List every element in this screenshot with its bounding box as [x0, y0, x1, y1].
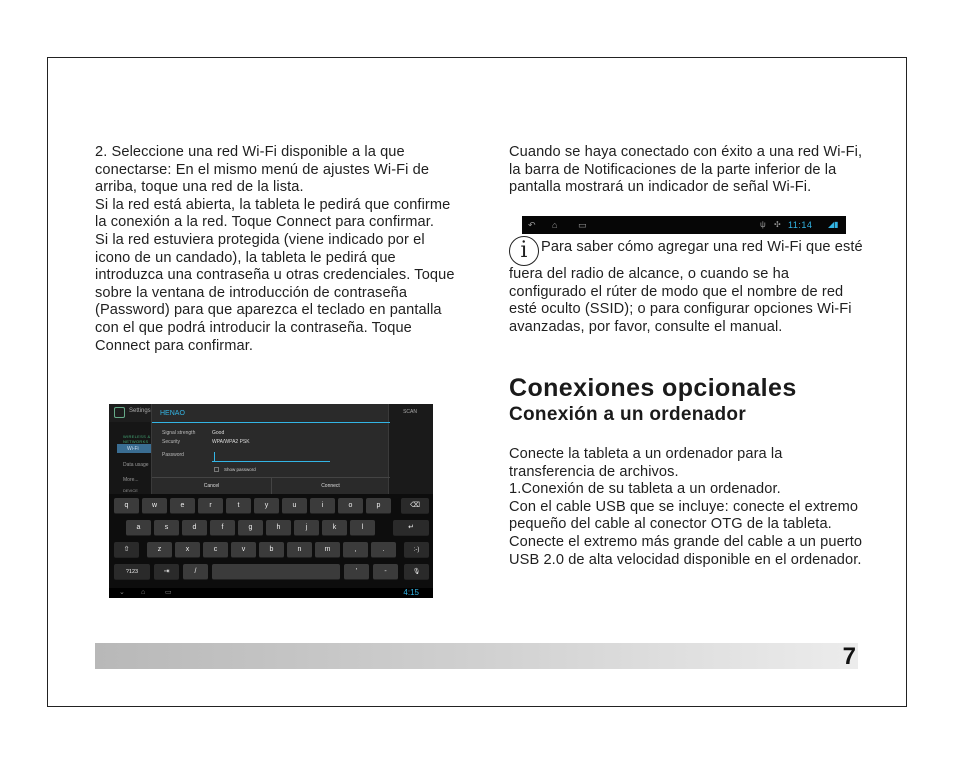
key-r[interactable]: r [198, 498, 223, 514]
tablet-right-panel [389, 404, 433, 494]
key-q[interactable]: q [114, 498, 139, 514]
password-caret [214, 452, 215, 461]
tablet-sidebar [109, 422, 151, 494]
key-y[interactable]: y [254, 498, 279, 514]
enter-key[interactable]: ↵ [393, 520, 429, 536]
security-value: WPA/WPA2 PSK [212, 439, 250, 445]
password-input[interactable] [212, 461, 330, 462]
key-g[interactable]: g [238, 520, 263, 536]
apostrophe-key[interactable]: ' [344, 564, 369, 580]
notification-status-bar [522, 216, 846, 234]
key-v[interactable]: v [231, 542, 256, 558]
info-note-text: Para saber cómo agregar una red Wi-Fi que esté fuera del radio de alcance, o cuando se ha configurado el rúter de modo que el nombre de red esté oculto (SSID); o para configurar opciones Wi-Fi avanzadas, por favor, consulte el manual. [509, 239, 863, 335]
wifi-signal-icon: ◢▮ [828, 220, 839, 229]
dialog-title: HENAO [160, 410, 185, 417]
key-u[interactable]: u [282, 498, 307, 514]
on-screen-keyboard [109, 494, 433, 588]
dialog-button-bar [152, 477, 390, 494]
key-z[interactable]: z [147, 542, 172, 558]
tablet-clock: 4:15 [403, 588, 419, 597]
tab-key[interactable]: ⇥ [154, 564, 179, 580]
sidebar-item-more[interactable]: More... [123, 477, 139, 483]
slash-key[interactable]: / [183, 564, 208, 580]
sidebar-item-data-usage[interactable]: Data usage [123, 462, 149, 468]
right-column [509, 144, 869, 197]
symbols-key[interactable]: ?123 [114, 564, 150, 580]
sidebar-item-wifi[interactable]: Wi-Fi [127, 446, 139, 452]
signal-strength-label: Signal strength [162, 430, 196, 436]
key-x[interactable]: x [175, 542, 200, 558]
connected-notification-text: Cuando se haya conectado con éxito a una red Wi-Fi, la barra de Notificaciones de la parte inferior de la pantalla mostrará un indicador de señal Wi-Fi. [509, 144, 863, 196]
scan-label[interactable]: SCAN [403, 409, 417, 415]
section-heading: Conexiones opcionales [509, 374, 797, 402]
home-icon: ⌂ [552, 220, 558, 230]
key-i[interactable]: i [310, 498, 335, 514]
usb-icon: ψ [760, 220, 766, 229]
page-number: 7 [842, 643, 856, 670]
key-w[interactable]: w [142, 498, 167, 514]
key-d[interactable]: d [182, 520, 207, 536]
status-clock: 11:14 [788, 220, 813, 230]
cancel-button[interactable]: Cancel [203, 483, 220, 489]
show-password-label: Show password [224, 467, 256, 472]
space-key[interactable] [212, 564, 340, 580]
microphone-key[interactable]: 🎙 [404, 564, 429, 580]
back-chevron-icon[interactable]: ⌄ [119, 589, 125, 596]
security-label: Security [162, 439, 181, 445]
key-t[interactable]: t [226, 498, 251, 514]
key-e[interactable]: e [170, 498, 195, 514]
key-c[interactable]: c [203, 542, 228, 558]
tablet-settings-label: Settings [129, 408, 151, 414]
tablet-screenshot [109, 404, 433, 598]
wifi-connect-dialog [151, 404, 389, 494]
info-icon: i [509, 236, 539, 266]
key-p[interactable]: p [366, 498, 391, 514]
connect-button[interactable]: Connect [321, 483, 340, 489]
sidebar-heading: WIRELESS & NETWORKS [123, 434, 151, 444]
dialog-title-divider [152, 422, 390, 423]
key-m[interactable]: m [315, 542, 340, 558]
recent-apps-icon: ▭ [578, 220, 587, 230]
computer-connection-section [509, 446, 869, 569]
key-j[interactable]: j [294, 520, 319, 536]
tablet-nav-bar [109, 588, 433, 598]
back-icon: ↶ [528, 220, 536, 230]
key-l[interactable]: l [350, 520, 375, 536]
footer-bar [95, 643, 858, 669]
show-password-checkbox[interactable] [214, 467, 219, 472]
key-comma[interactable]: , [343, 542, 368, 558]
wifi-select-instructions: 2. Seleccione una red Wi-Fi disponible a la que conectarse: En el mismo menú de ajustes Wi-Fi de arriba, toque una red de la lista. Si la red está abierta, la tableta le pedirá que confirme la conexión a la red. Toque Connect para confirmar. Si la red estuviera protegida (viene indicado por el icono de un candado), la tableta le pedirá que introduzca una contraseña u otras credenciales. Toque sobre la ventana de introducción de contraseña (Password) para que aparezca el teclado en pantalla con el que podrá introducir la contraseña. Toque Connect para confirmar. [95, 144, 455, 354]
settings-icon [114, 407, 125, 418]
key-o[interactable]: o [338, 498, 363, 514]
key-h[interactable]: h [266, 520, 291, 536]
dash-key[interactable]: - [373, 564, 398, 580]
recent-apps-icon[interactable]: ▭ [165, 589, 172, 596]
sidebar-item-device: DEVICE [123, 488, 138, 493]
key-a[interactable]: a [126, 520, 151, 536]
key-n[interactable]: n [287, 542, 312, 558]
key-s[interactable]: s [154, 520, 179, 536]
password-label: Password [162, 452, 184, 458]
info-note [509, 236, 869, 336]
shift-key[interactable]: ⇧ [114, 542, 139, 558]
key-f[interactable]: f [210, 520, 235, 536]
key-period[interactable]: . [371, 542, 396, 558]
left-column [95, 144, 455, 355]
key-b[interactable]: b [259, 542, 284, 558]
computer-connection-text: Conecte la tableta a un ordenador para la transferencia de archivos. 1.Conexión de su tableta a un ordenador. Con el cable USB que se incluye: conecte el extremo pequeño del cable al conector OTG de la tableta. Conecte el extremo más grande del cable a un puerto USB 2.0 de alta velocidad disponible en el ordenador. [509, 446, 863, 568]
signal-strength-value: Good [212, 430, 225, 436]
backspace-key[interactable]: ⌫ [401, 498, 429, 514]
android-icon: ✣ [774, 220, 781, 229]
smiley-key[interactable]: :-) [404, 542, 429, 558]
home-icon[interactable]: ⌂ [141, 589, 146, 596]
subsection-heading: Conexión a un ordenador [509, 404, 747, 425]
key-k[interactable]: k [322, 520, 347, 536]
